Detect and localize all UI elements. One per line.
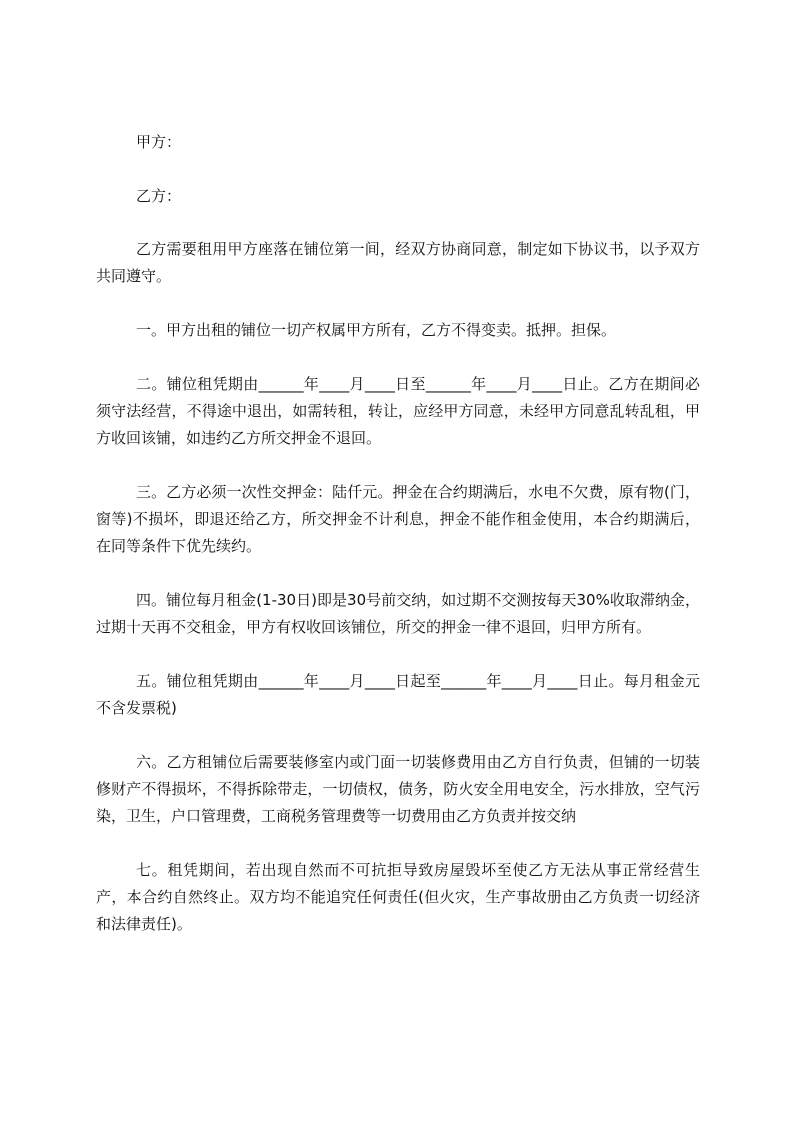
clause-1: 一。甲方出租的铺位一切产权属甲方所有，乙方不得变卖。抵押。担保。 [136, 321, 617, 339]
clause-5: 五。铺位租凭期由______年____月____日起至______年____月____日止。每月租金元不含发票税) [96, 672, 700, 717]
party-b-label: 乙方： [136, 187, 182, 205]
document-page [96, 128, 700, 965]
clause-2: 二。铺位租凭期由______年____月____日至______年____月____日止。乙方在期间必须守法经营，不得途中退出，如需转租，转让，应经甲方同意，未经甲方同意乱转乱租，甲方收回该铺，如违约乙方所交押金不退回。 [96, 375, 700, 447]
intro-paragraph: 乙方需要租用甲方座落在铺位第一间，经双方协商同意，制定如下协议书，以予双方共同遵守。 [96, 240, 700, 285]
clause-3: 三。乙方必须一次性交押金：陆仟元。押金在合约期满后，水电不欠费，原有物(门，窗等)不损坏，即退还给乙方，所交押金不计利息，押金不能作租金使用，本合约期满后，在同等条件下优先续约。 [96, 483, 700, 555]
clause-7: 七。租凭期间，若出现自然而不可抗拒导致房屋毁坏至使乙方无法从事正常经营生产，本合约自然终止。双方均不能追究任何责任(但火灾，生产事故册由乙方负责一切经济和法律责任)。 [96, 861, 700, 933]
clause-4: 四。铺位每月租金(1-30日)即是30号前交纳，如过期不交测按每天30%收取滞纳金，过期十天再不交租金，甲方有权收回该铺位，所交的押金一律不退回，归甲方所有。 [96, 591, 700, 636]
party-a-label: 甲方： [136, 133, 182, 151]
clause-6: 六。乙方租铺位后需要装修室内或门面一切装修费用由乙方自行负责，但铺的一切装修财产不得损坏，不得拆除带走，一切债权，债务，防火安全用电安全，污水排放，空气污染，卫生，户口管理费，工商税务管理费等一切费用由乙方负责并按交纳 [96, 753, 700, 825]
